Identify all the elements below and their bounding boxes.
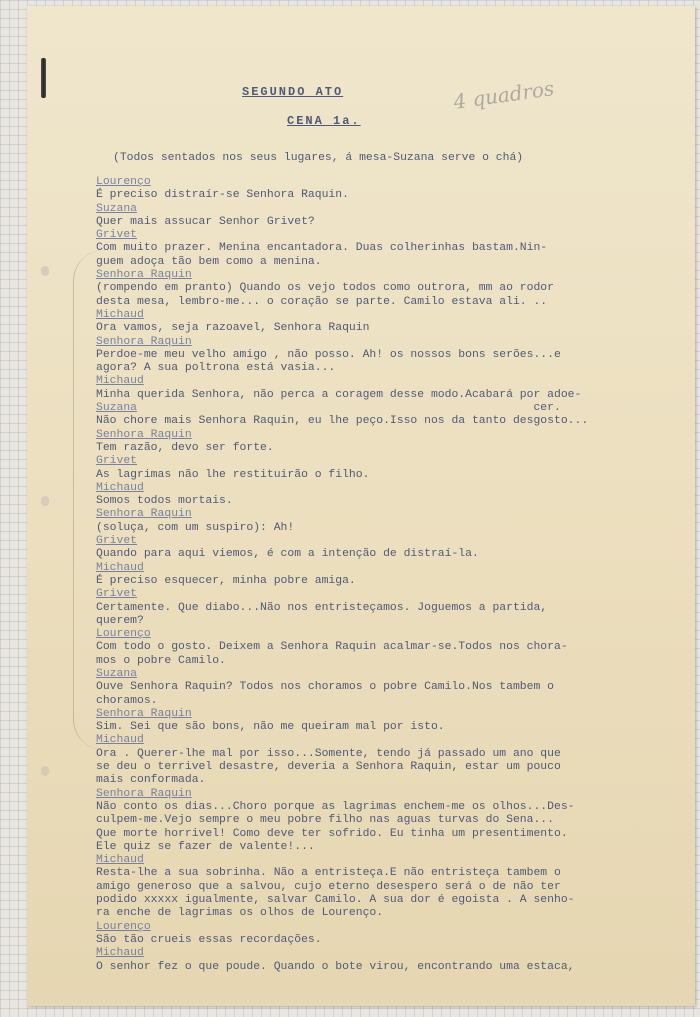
- dialogue-line: [96, 907, 686, 920]
- speaker-label: Michaud: [96, 308, 144, 321]
- dialogue-text: se deu o terrivel desastre, deveria a Senhora Raquin, estar um pouco: [96, 761, 561, 774]
- dialogue-text: O senhor fez o que poude. Quando o bote virou, encontrando uma estaca,: [96, 960, 575, 973]
- dialogue-line: [96, 522, 686, 535]
- speaker-label: Lourenço: [96, 628, 151, 641]
- dialogue-text: Sim. Sei que são bons, não me queiram mal por isto.: [96, 721, 445, 734]
- dialogue-line: [96, 495, 686, 508]
- speaker-name: [96, 854, 686, 867]
- speaker-name: [96, 455, 686, 468]
- speaker-name: [96, 668, 686, 681]
- speaker-name: [96, 734, 686, 747]
- dialogue-text: É preciso esquecer, minha pobre amiga.: [96, 574, 356, 587]
- dialogue-text: amigo generoso que a salvou, cujo eterno desespero será o de não ter: [96, 880, 561, 893]
- dialogue-text: mos o pobre Camilo.: [96, 654, 226, 667]
- dialogue-line: [96, 415, 686, 428]
- punch-hole-icon: [41, 766, 49, 776]
- speaker-name: [96, 535, 686, 548]
- dialogue-text: Que morte horrivel! Como deve ter sofrido. Eu tinha um presentimento.: [96, 827, 568, 840]
- dialogue-line: [96, 242, 686, 255]
- script-body: [96, 176, 686, 974]
- speaker-name: [96, 176, 686, 189]
- speaker-name: [96, 947, 686, 960]
- dialogue-text: Quer mais assucar Senhor Grivet?: [96, 215, 315, 228]
- dialogue-line: [96, 961, 686, 974]
- speaker-name: [96, 628, 686, 641]
- dialogue-text: Não conto os dias...Choro porque as lagrimas enchem-me os olhos...Des-: [96, 800, 575, 813]
- punch-hole-icon: [41, 266, 49, 276]
- speaker-name: [96, 203, 686, 216]
- dialogue-line: [96, 575, 686, 588]
- dialogue-line: [96, 881, 686, 894]
- speaker-label: Michaud: [96, 561, 144, 574]
- speaker-name: [96, 562, 686, 575]
- speaker-label: Suzana: [96, 667, 138, 680]
- dialogue-line: [96, 442, 686, 455]
- speaker-label: Lourenço: [96, 920, 151, 933]
- speaker-name: [96, 269, 686, 282]
- dialogue-text: agora? A sua poltrona está vasia...: [96, 362, 336, 375]
- speaker-name: [96, 708, 686, 721]
- handwritten-note: 4 quadros: [451, 76, 556, 114]
- dialogue-line: [96, 814, 686, 827]
- line-continuation: cer.: [137, 402, 561, 415]
- dialogue-line: [96, 748, 686, 761]
- speaker-name: [96, 309, 686, 322]
- speaker-name: [96, 429, 686, 442]
- dialogue-line: [96, 548, 686, 561]
- act-title: SEGUNDO ATO: [242, 85, 344, 99]
- punch-hole-icon: [41, 496, 49, 506]
- dialogue-text: choramos.: [96, 694, 158, 707]
- dialogue-text: Quando para aqui viemos, é com a intenção de distraí-la.: [96, 548, 479, 561]
- speaker-name: [96, 788, 686, 801]
- dialogue-text: querem?: [96, 614, 144, 627]
- dialogue-line: [96, 934, 686, 947]
- dialogue-line: [96, 641, 686, 654]
- dialogue-text: ra enche de lagrimas os olhos de Lourenço.: [96, 907, 384, 920]
- dialogue-line: [96, 655, 686, 668]
- dialogue-line: [96, 761, 686, 774]
- speaker-label: Grivet: [96, 229, 138, 242]
- dialogue-text: Não chore mais Senhora Raquin, eu lhe peço.Isso nos da tanto desgosto...: [96, 415, 589, 428]
- speaker-name: [96, 402, 686, 415]
- dialogue-line: [96, 867, 686, 880]
- dialogue-line: [96, 362, 686, 375]
- dialogue-line: [96, 469, 686, 482]
- dialogue-text: Ora . Querer-lhe mal por isso...Somente, tendo já passado um ano que: [96, 747, 561, 760]
- dialogue-line: [96, 189, 686, 202]
- speaker-label: Grivet: [96, 588, 138, 601]
- dialogue-line: [96, 801, 686, 814]
- dialogue-text: (soluça, com um suspiro): Ah!: [96, 521, 295, 534]
- dialogue-text: Com muito prazer. Menina encantadora. Duas colherinhas bastam.Nin-: [96, 242, 548, 255]
- dialogue-line: [96, 841, 686, 854]
- dialogue-line: [96, 828, 686, 841]
- dialogue-line: [96, 322, 686, 335]
- dialogue-line: [96, 216, 686, 229]
- speaker-label: Senhora Raquin: [96, 428, 192, 441]
- dialogue-line: [96, 349, 686, 362]
- speaker-label: Michaud: [96, 734, 144, 747]
- dialogue-line: [96, 256, 686, 269]
- dialogue-line: [96, 282, 686, 295]
- dialogue-text: As lagrimas não lhe restituirão o filho.: [96, 468, 370, 481]
- speaker-label: Senhora Raquin: [96, 707, 192, 720]
- dialogue-text: É preciso distraír-se Senhora Raquin.: [96, 189, 349, 202]
- speaker-name: [96, 921, 686, 934]
- dialogue-text: culpem-me.Vejo sempre o meu pobre filho nas aguas turvas do Sena...: [96, 814, 554, 827]
- speaker-label: Grivet: [96, 455, 138, 468]
- dialogue-text: Somos todos mortais.: [96, 495, 233, 508]
- dialogue-line: [96, 389, 686, 402]
- speaker-label: Senhora Raquin: [96, 335, 192, 348]
- stage-direction: (Todos sentados nos seus lugares, á mesa-Suzana serve o chá): [113, 152, 524, 164]
- speaker-label: Michaud: [96, 947, 144, 960]
- speaker-name: [96, 588, 686, 601]
- speaker-label: Senhora Raquin: [96, 787, 192, 800]
- speaker-name: [96, 336, 686, 349]
- dialogue-text: Ouve Senhora Raquin? Todos nos choramos o pobre Camilo.Nos tambem o: [96, 681, 554, 694]
- dialogue-text: Ora vamos, seja razoavel, Senhora Raquin: [96, 322, 370, 335]
- dialogue-text: Perdoe-me meu velho amigo , não posso. Ah! os nossos bons serões...e: [96, 348, 561, 361]
- speaker-label: Senhora Raquin: [96, 508, 192, 521]
- speaker-label: Senhora Raquin: [96, 269, 192, 282]
- dialogue-text: (rompendo em pranto) Quando os vejo todos como outrora, mm ao rodor: [96, 282, 554, 295]
- dialogue-text: Resta-lhe a sua sobrinha. Não a entristeça.E não entristeça tambem o: [96, 867, 561, 880]
- dialogue-text: São tão crueis essas recordações.: [96, 933, 322, 946]
- speaker-name: [96, 229, 686, 242]
- dialogue-line: [96, 774, 686, 787]
- staple-icon: [41, 58, 46, 98]
- speaker-label: Michaud: [96, 375, 144, 388]
- dialogue-text: Com todo o gosto. Deixem a Senhora Raquin acalmar-se.Todos nos chora-: [96, 641, 568, 654]
- speaker-label: Suzana: [96, 402, 138, 415]
- speaker-label: Michaud: [96, 481, 144, 494]
- dialogue-line: [96, 615, 686, 628]
- speaker-label: Lourenço: [96, 176, 151, 188]
- dialogue-line: [96, 602, 686, 615]
- dialogue-text: Ele quiz se fazer de valente!...: [96, 840, 315, 853]
- dialogue-line: [96, 681, 686, 694]
- speaker-name: [96, 482, 686, 495]
- dialogue-text: desta mesa, lembro-me... o coração se parte. Camilo estava ali. ..: [96, 295, 548, 308]
- dialogue-text: mais conformada.: [96, 774, 206, 787]
- speaker-label: Grivet: [96, 535, 138, 548]
- dialogue-text: podido xxxxx igualmente, salvar Camilo. A sua dor é egoista . A senho-: [96, 894, 575, 907]
- dialogue-line: [96, 721, 686, 734]
- dialogue-line: [96, 695, 686, 708]
- dialogue-line: [96, 894, 686, 907]
- dialogue-text: guem adoça tão bem como a menina.: [96, 255, 322, 268]
- dialogue-line: [96, 296, 686, 309]
- dialogue-text: Certamente. Que diabo...Não nos entristeçamos. Joguemos a partida,: [96, 601, 548, 614]
- dialogue-text: Minha querida Senhora, não perca a coragem desse modo.Acabará por adoe-: [96, 388, 582, 401]
- speaker-label: Michaud: [96, 854, 144, 867]
- scene-title: CENA 1a.: [287, 114, 361, 128]
- speaker-name: [96, 375, 686, 388]
- speaker-name: [96, 508, 686, 521]
- dialogue-text: Tem razão, devo ser forte.: [96, 441, 274, 454]
- speaker-label: Suzana: [96, 202, 138, 215]
